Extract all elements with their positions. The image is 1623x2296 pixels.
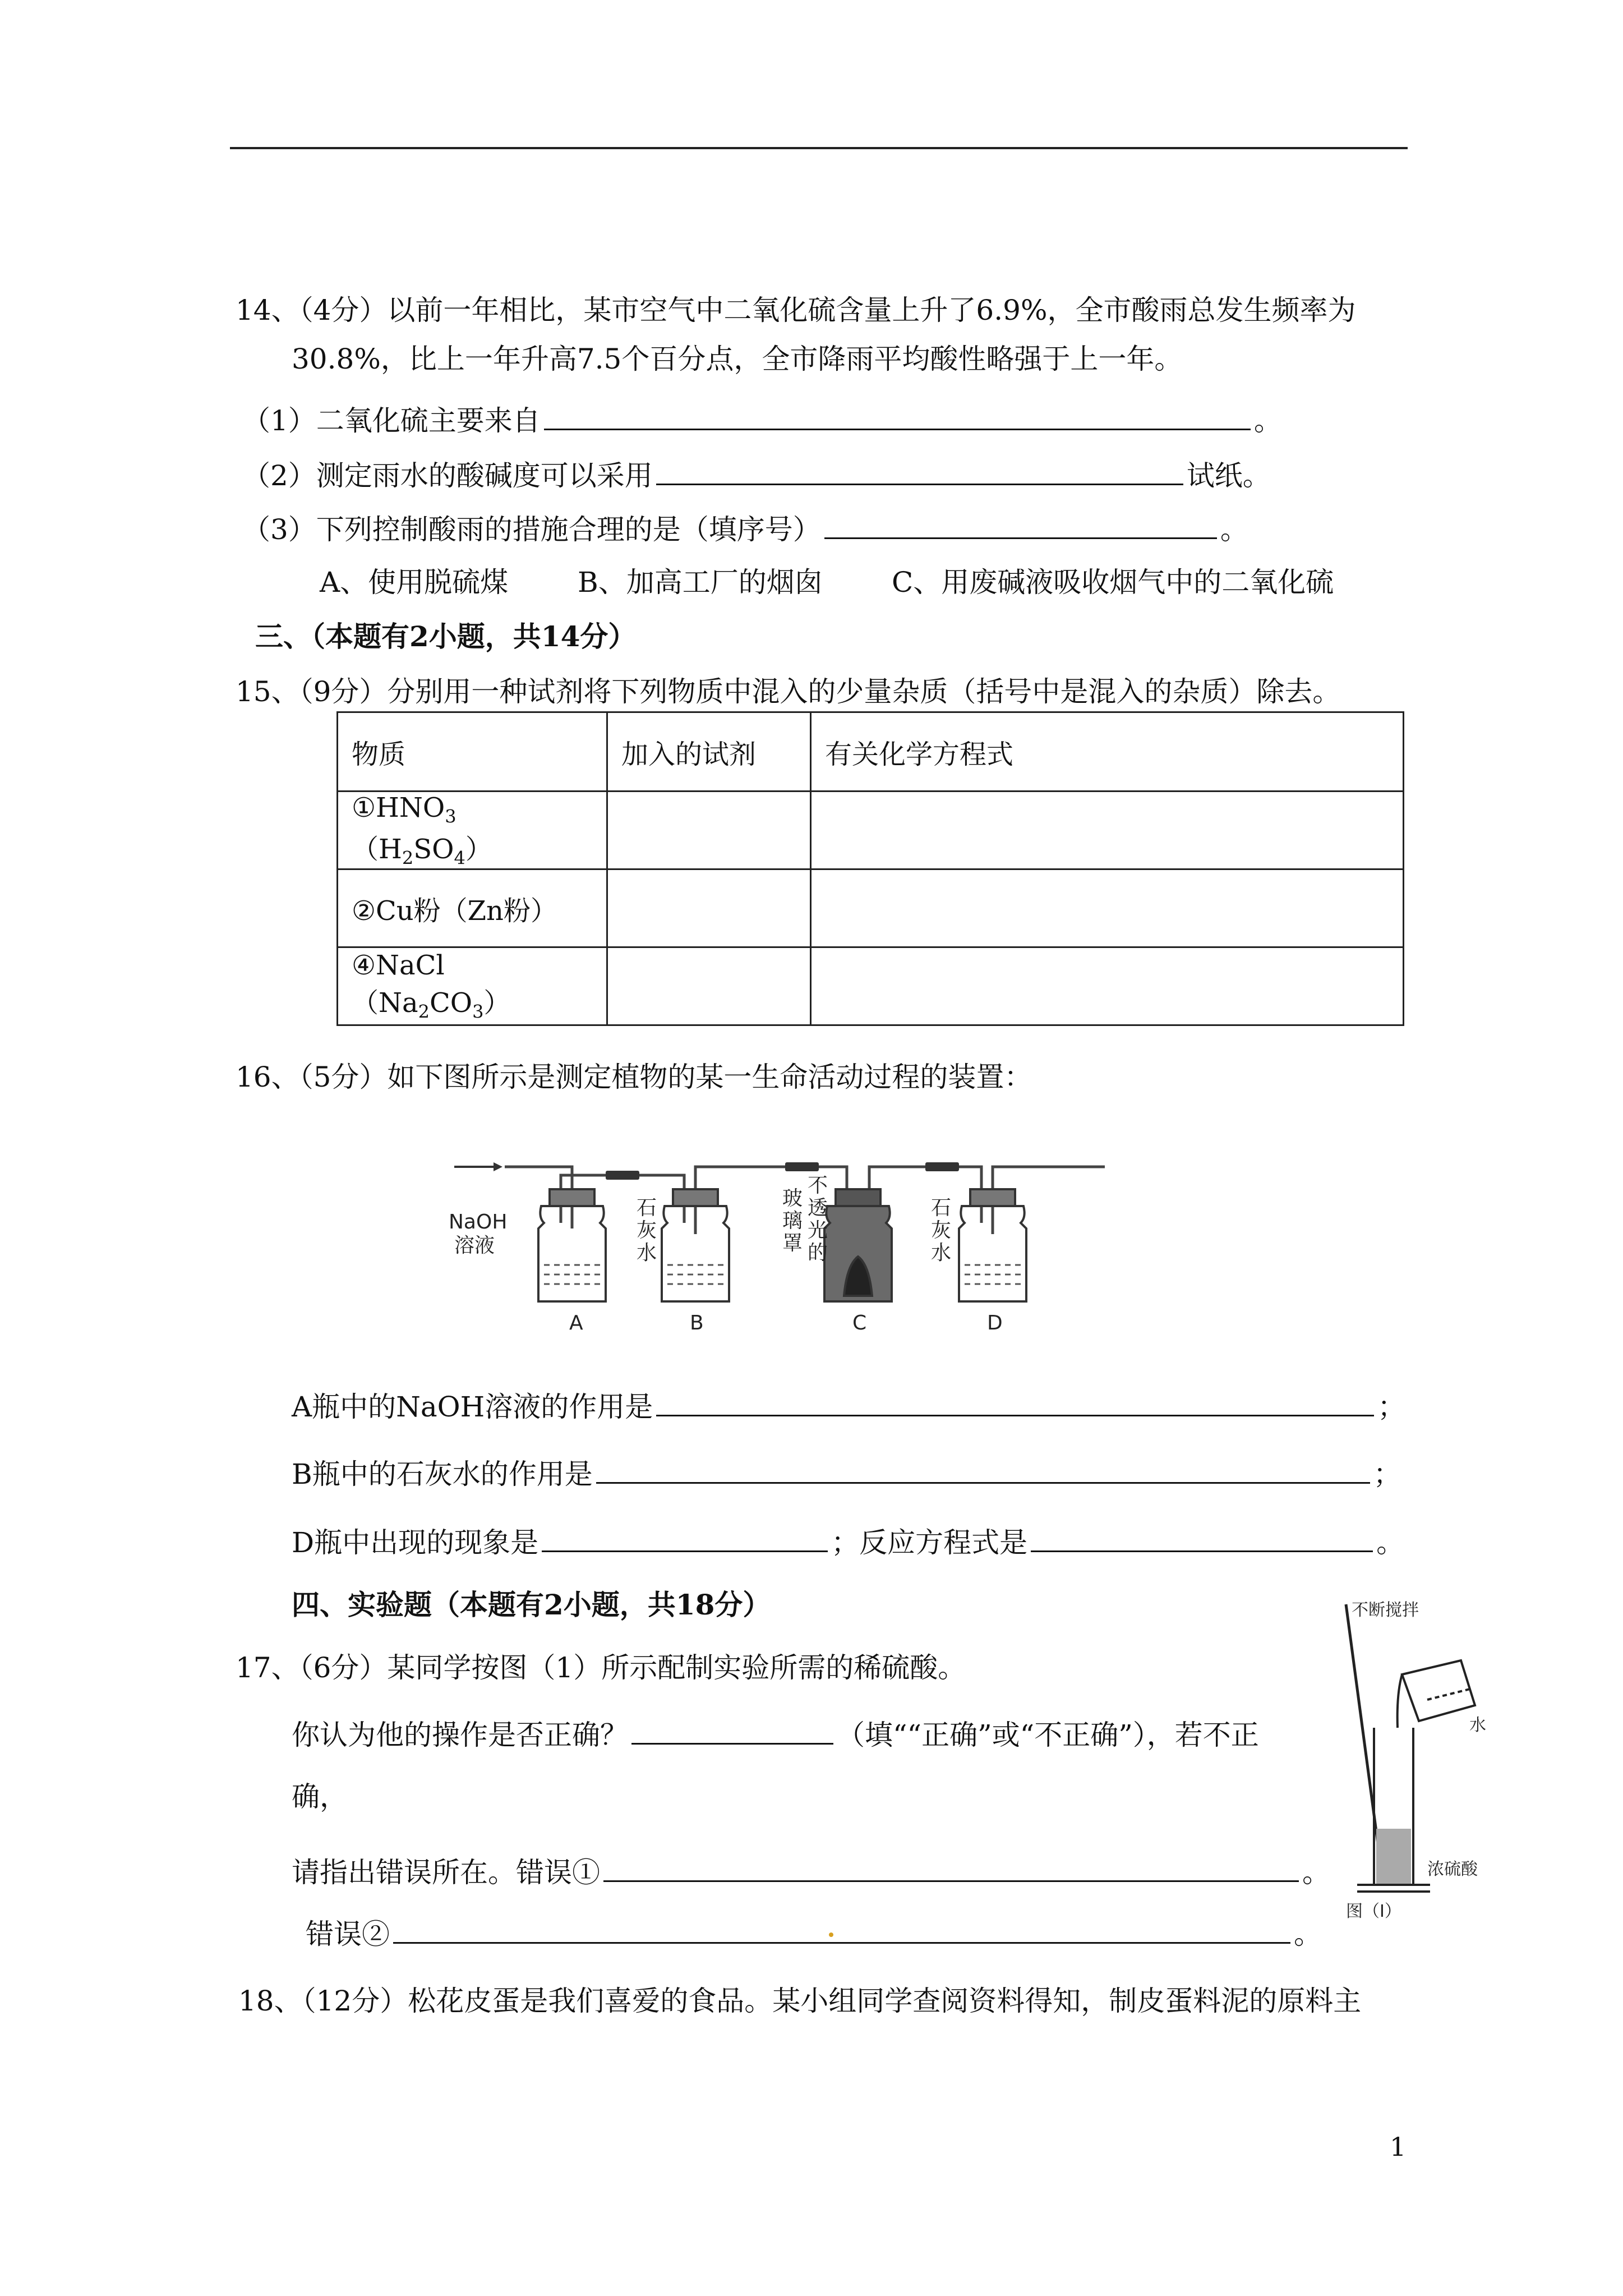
table-row <box>338 947 1404 1025</box>
svg-text:水: 水 <box>931 1241 952 1264</box>
q17-error2-line <box>306 1913 1322 1954</box>
bottle-label-d: D <box>987 1312 1003 1335</box>
svg-text:罩: 罩 <box>782 1232 803 1255</box>
svg-text:璃: 璃 <box>782 1209 803 1232</box>
q17-error1-blank[interactable] <box>603 1851 1299 1882</box>
q14-option-c: C、用废碱液吸收烟气中的二氧化硫 <box>892 566 1334 599</box>
q14-sub2 <box>242 454 1271 495</box>
q17-err2-suffix: 。 <box>1294 1918 1322 1950</box>
section4-title: 四、实验题（本题有2小题，共18分） <box>292 1588 771 1621</box>
q15-row1-substance: $①HNO_3(H_2SO_4)$ <box>338 792 607 869</box>
q15-text: 15、（9分）分别用一种试剂将下列物质中混入的少量杂质（括号中是混入的杂质）除去。 <box>236 675 1341 708</box>
q17-text: 17、（6分）某同学按图（1）所示配制实验所需的稀硫酸。 <box>236 1651 966 1684</box>
q14-sub1 <box>242 399 1282 440</box>
bottle-b <box>662 1189 729 1301</box>
q14-sub1-suffix: 。 <box>1253 404 1282 437</box>
q15-row1-equation-cell[interactable] <box>811 792 1404 869</box>
fig1-caption: 图（Ⅰ） <box>1346 1902 1401 1921</box>
label-solution: 溶液 <box>454 1234 495 1257</box>
q14-sub3-prefix: （3）下列控制酸雨的措施合理的是（填序号） <box>242 513 821 546</box>
bottle-d <box>959 1189 1026 1301</box>
beaker-icon <box>1398 1660 1475 1728</box>
table-row <box>338 792 1404 869</box>
q14-sub3-suffix: 。 <box>1220 513 1248 546</box>
svg-text:灰: 灰 <box>637 1219 657 1242</box>
q16-b-prefix: B瓶中的石灰水的作用是 <box>292 1458 593 1490</box>
svg-text:灰: 灰 <box>931 1219 952 1242</box>
q16-a-line <box>292 1386 1405 1427</box>
stray-dot <box>829 1932 833 1937</box>
svg-text:玻: 玻 <box>782 1187 803 1210</box>
q17-correct-blank[interactable] <box>631 1714 833 1745</box>
graduated-cylinder-icon <box>1357 1728 1430 1892</box>
q17-err2-prefix: 错误② <box>306 1918 390 1950</box>
fig1-water-label: 水 <box>1469 1715 1486 1735</box>
q17-ask-line <box>292 1714 1259 1755</box>
svg-text:的: 的 <box>808 1241 828 1264</box>
q14-sub3 <box>242 508 1248 549</box>
q14-sub2-answer-blank[interactable] <box>656 454 1183 485</box>
q16-b-answer-blank[interactable] <box>596 1453 1370 1484</box>
q17-ask-suffix: （填““正确”或“不正确”），若不正 <box>837 1719 1259 1751</box>
q16-apparatus-figure <box>443 1144 1116 1335</box>
fig1-acid-label: 浓硫酸 <box>1427 1860 1478 1879</box>
q15-row1-reagent-cell[interactable] <box>607 792 811 869</box>
bottle-a <box>538 1189 606 1301</box>
q15-row2-reagent-cell[interactable] <box>607 869 811 947</box>
q16-d-prefix: D瓶中出现的现象是 <box>292 1526 539 1559</box>
bottle-label-a: A <box>569 1312 583 1335</box>
svg-text:石: 石 <box>637 1197 657 1220</box>
q16-d-suffix: 。 <box>1376 1526 1405 1559</box>
q15-header-reagent: 加入的试剂 <box>607 712 811 792</box>
table-row <box>338 869 1404 947</box>
q17-err1-suffix: 。 <box>1302 1856 1330 1889</box>
q14-sub2-prefix: （2）测定雨水的酸碱度可以采用 <box>242 459 653 492</box>
q17-ask-cont: 确， <box>292 1780 348 1813</box>
q15-row3-reagent-cell[interactable] <box>607 947 811 1025</box>
q14-option-b: B、加高工厂的烟囱 <box>578 566 823 599</box>
svg-text:透: 透 <box>808 1197 828 1220</box>
svg-text:石: 石 <box>931 1197 952 1220</box>
q17-error1-line <box>292 1851 1330 1892</box>
q16-a-answer-blank[interactable] <box>656 1386 1374 1416</box>
q14-options <box>320 563 1334 602</box>
q15-row3-substance: $④NaCl(Na_2CO_3)$ <box>338 947 607 1025</box>
q17-err-intro: 请指出错误所在。错误① <box>292 1856 600 1889</box>
header-rule <box>230 147 1408 149</box>
q16-d-line <box>292 1521 1404 1562</box>
q16-d-mid: ；反应方程式是 <box>831 1526 1028 1559</box>
q15-header-equation: 有关化学方程式 <box>811 712 1404 792</box>
svg-text:水: 水 <box>637 1241 657 1264</box>
svg-text:光: 光 <box>808 1219 828 1242</box>
q16-text: 16、（5分）如下图所示是测定植物的某一生命活动过程的装置： <box>236 1061 1032 1093</box>
q17-ask-prefix: 你认为他的操作是否正确？ <box>292 1719 628 1751</box>
q17-error2-blank[interactable] <box>393 1913 1290 1944</box>
q15-header-substance: 物质 <box>338 712 607 792</box>
q16-d-phenomenon-blank[interactable] <box>542 1521 828 1552</box>
bottle-c <box>824 1189 892 1301</box>
q14-sub3-answer-blank[interactable] <box>824 508 1217 539</box>
q18-text: 18、（12分）松花皮蛋是我们喜爱的食品。某小组同学查阅资料得知，制皮蛋料泥的原料主 <box>238 1985 1362 2017</box>
q16-a-suffix: ； <box>1377 1391 1406 1423</box>
section3-title: 三、（本题有2小题，共14分） <box>255 620 637 653</box>
q14-sub1-answer-blank[interactable] <box>544 399 1251 430</box>
q16-a-prefix: A瓶中的NaOH溶液的作用是 <box>292 1391 653 1423</box>
fig1-top-label: 不断搅拌 <box>1352 1600 1419 1620</box>
q16-b-line <box>292 1453 1401 1494</box>
q15-table <box>336 711 1404 1026</box>
q16-b-suffix: ； <box>1373 1458 1401 1490</box>
q15-row3-equation-cell[interactable] <box>811 947 1404 1025</box>
q14-text-line2: 30.8%，比上一年升高7.5个百分点，全市降雨平均酸性略强于上一年。 <box>292 343 1183 375</box>
q15-row2-substance: ②Cu粉（Zn粉） <box>338 869 607 947</box>
page-number: 1 <box>1390 2132 1407 2162</box>
q15-row2-equation-cell[interactable] <box>811 869 1404 947</box>
q14-text-line1: 14、（4分）以前一年相比，某市空气中二氧化硫含量上升了6.9%，全市酸雨总发生频率为 <box>236 294 1356 326</box>
bottle-label-b: B <box>690 1312 704 1335</box>
bottle-label-c: C <box>852 1312 867 1335</box>
svg-text:不: 不 <box>808 1174 828 1197</box>
q14-sub2-suffix: 试纸。 <box>1186 459 1271 492</box>
q14-option-a: A、使用脱硫煤 <box>320 566 509 599</box>
q14-sub1-prefix: （1）二氧化硫主要来自 <box>242 404 541 437</box>
q16-d-equation-blank[interactable] <box>1031 1521 1373 1552</box>
q17-dilution-figure <box>1335 1593 1514 1930</box>
label-naoh: NaOH <box>449 1211 508 1234</box>
